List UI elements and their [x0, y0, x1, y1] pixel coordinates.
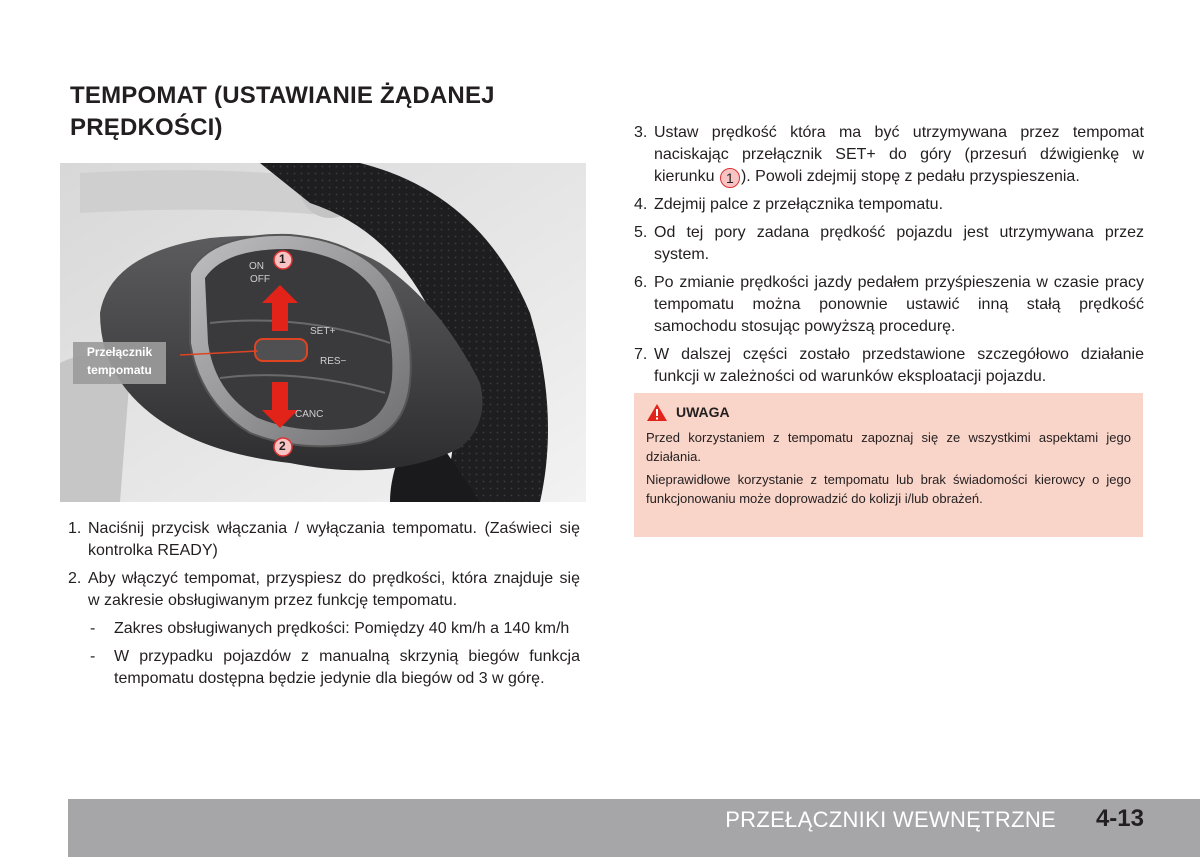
item-number: 3.: [634, 124, 648, 141]
page-footer: [68, 799, 1200, 857]
marker-2: 2: [279, 439, 286, 453]
warning-triangle-icon: [646, 403, 668, 422]
callout-label: Przełącznik tempomatu: [86, 345, 153, 377]
item-number: 7.: [634, 346, 648, 363]
sub-list-item: [68, 646, 580, 690]
list-item: [634, 272, 1144, 338]
warning-paragraph: Nieprawidłowe korzystanie z tempomatu lub brak świadomości kierowcy o jego funkcjonowaniu może doprowadzić do kolizji i/lub obrażeń.: [646, 472, 1131, 506]
dash-bullet: -: [90, 648, 96, 665]
warning-box: [634, 393, 1143, 537]
res-label: RES−: [320, 356, 347, 367]
set-label: SET+: [310, 326, 336, 337]
item-number: 1.: [68, 520, 82, 537]
warning-paragraph: Przed korzystaniem z tempomatu zapoznaj się ze wszystkimi aspektami jego działania.: [646, 430, 1131, 464]
right-instructions: [634, 122, 1144, 394]
list-item: [634, 344, 1144, 388]
warning-title: UWAGA: [676, 404, 730, 420]
item-text-continued: ). Powoli zdejmij stopę z pedału przyspieszenia.: [740, 168, 1080, 185]
left-instructions: [68, 518, 580, 696]
item-number: 6.: [634, 274, 648, 291]
item-text: Naciśnij przycisk włączania / wyłączania tempomatu. (Zaświeci się kontrolka READY): [88, 520, 580, 559]
list-item: [68, 568, 580, 612]
page-title: TEMPOMAT (USTAWIANIE ŻĄDANEJ PRĘDKOŚCI): [70, 82, 495, 141]
off-label: OFF: [250, 274, 270, 285]
item-text: W dalszej części zostało przedstawione szczegółowo działanie funkcji w zależności od warunków eksploatacji pojazdu.: [654, 346, 1144, 385]
list-item: [634, 122, 1144, 188]
item-number: 4.: [634, 196, 648, 213]
item-text: Zdejmij palce z przełącznika tempomatu.: [654, 196, 944, 213]
item-number: 5.: [634, 224, 648, 241]
sub-item-text: Zakres obsługiwanych prędkości: Pomiędzy 40 km/h a 140 km/h: [114, 620, 570, 637]
list-item: [634, 194, 1144, 216]
sub-list-item: [68, 618, 580, 640]
item-text: Od tej pory zadana prędkość pojazdu jest utrzymywana przez system.: [654, 224, 1144, 263]
item-text: Ustaw prędkość która ma być utrzymywana przez tempomat naciskając przełącznik SET+ do góry (przesuń dźwigienkę w kierunku: [654, 124, 1144, 185]
sub-item-text: W przypadku pojazdów z manualną skrzynią biegów funkcja tempomatu dostępna będzie jedynie dla biegów od 3 w górę.: [114, 648, 580, 687]
item-number: 2.: [68, 570, 82, 587]
page-number: 4-13: [1095, 805, 1144, 832]
item-text: Po zmianie prędkości jazdy pedałem przyśpieszenia w czasie pracy tempomatu można ponownie ustawić inną stałą prędkość samochodu stosując powyższą procedurę.: [654, 274, 1144, 335]
footer-section-title: PRZEŁĄCZNIKI WEWNĘTRZNE: [725, 807, 1056, 832]
on-label: ON: [249, 261, 264, 272]
list-item: [634, 222, 1144, 266]
warning-header: [646, 403, 1131, 422]
marker-1-inline: 1: [720, 168, 740, 188]
canc-label: CANC: [295, 409, 324, 420]
dash-bullet: -: [90, 620, 96, 637]
marker-1: 1: [279, 252, 286, 266]
list-item: [68, 518, 580, 562]
item-text: Aby włączyć tempomat, przyspiesz do prędkości, która znajduje się w zakresie obsługiwanym przez funkcję tempomatu.: [88, 570, 580, 609]
